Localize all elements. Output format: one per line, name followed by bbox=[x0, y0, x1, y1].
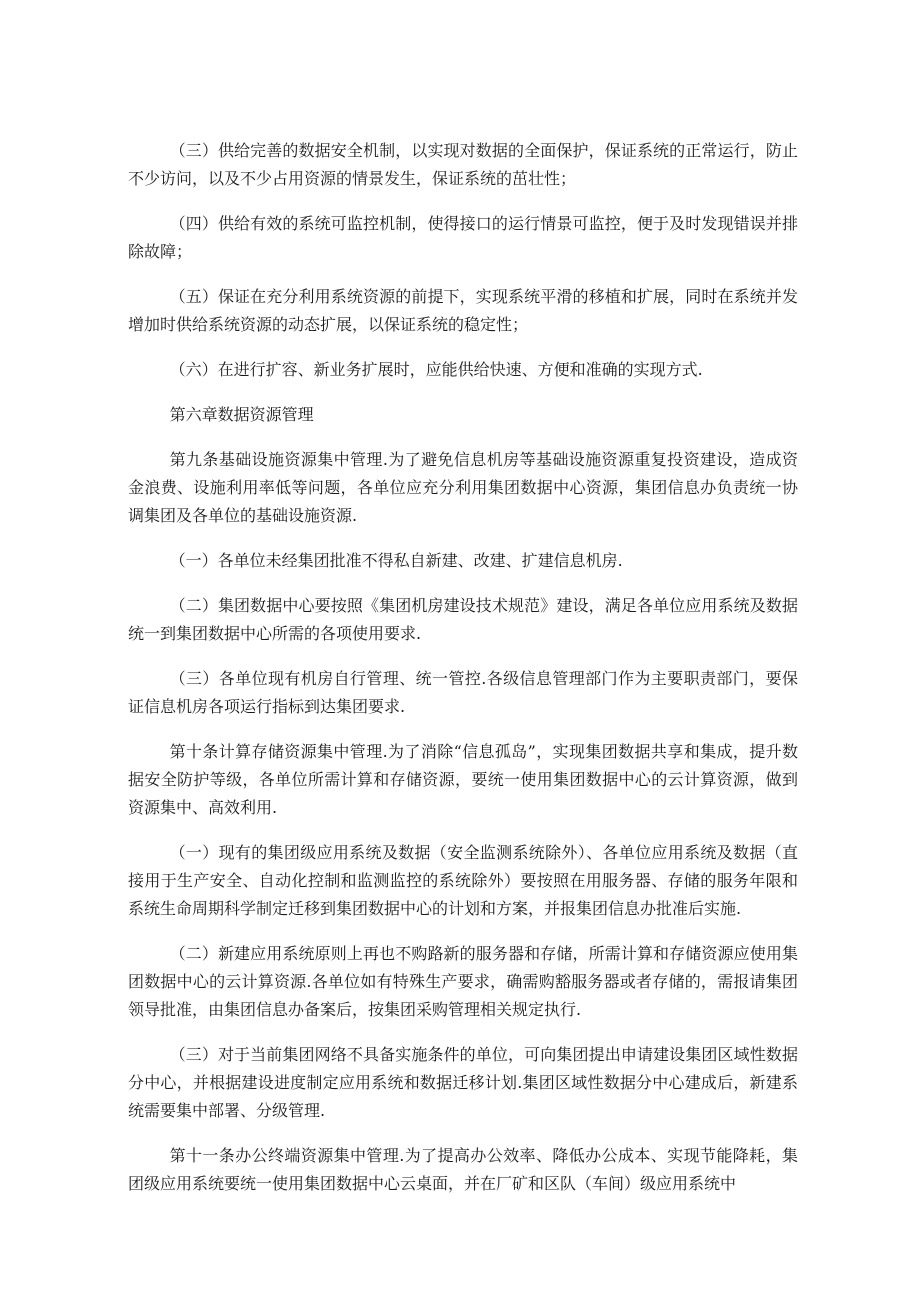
article-11: 第十一条办公终端资源集中管理.为了提高办公效率、降低办公成本、实现节能降耗，集团级应用系统要统一使用集团数据中心云桌面，并在厂矿和区队（车间）级应用系统中 bbox=[128, 1146, 798, 1193]
document-body bbox=[128, 137, 798, 1215]
article-10-item-1: （一）现有的集团级应用系统及数据（安全监测系统除外）、各单位应用系统及数据（直接用于生产安全、自动化控制和监测监控的系统除外）要按照在用服务器、存储的服务年限和系统生命周期科学制定迁移到集团数据中心的计划和方案，并报集团信息办批准后实施. bbox=[128, 843, 798, 918]
article-9: 第九条基础设施资源集中管理.为了避免信息机房等基础设施资源重复投资建设，造成资金浪费、设施利用率低等问题，各单位应充分利用集团数据中心资源，集团信息办负责统一协调集团及各单位的基础设施资源. bbox=[128, 450, 798, 525]
paragraph-item-5: （五）保证在充分利用系统资源的前提下，实现系统平滑的移植和扩展，同时在系统并发增加时供给系统资源的动态扩展，以保证系统的稳定性； bbox=[128, 287, 798, 334]
chapter-heading: 第六章数据资源管理 bbox=[169, 405, 314, 424]
paragraph-item-4: （四）供给有效的系统可监控机制，使得接口的运行情景可监控，便于及时发现错误并排除故障； bbox=[128, 214, 798, 261]
article-9-item-2: （二）集团数据中心要按照《集团机房建设技术规范》建设，满足各单位应用系统及数据统一到集团数据中心所需的各项使用要求. bbox=[128, 596, 798, 643]
article-9-item-3: （三）各单位现有机房自行管理、统一管控.各级信息管理部门作为主要职责部门，要保证信息机房各项运行指标到达集团要求. bbox=[128, 669, 798, 716]
article-10-item-2: （二）新建应用系统原则上再也不购路新的服务器和存储，所需计算和存储资源应使用集团数据中心的云计算资源.各单位如有特殊生产要求，确需购豁服务器或者存储的，需报请集团领导批准，由集团信息办备案后，按集团采购管理相关规定执行. bbox=[128, 944, 798, 1019]
article-9-item-1: （一）各单位未经集团批准不得私自新建、改建、扩建信息机房. bbox=[169, 551, 623, 570]
paragraph-item-3: （三）供给完善的数据安全机制，以实现对数据的全面保护，保证系统的正常运行，防止不少访问，以及不少占用资源的情景发生，保证系统的茁壮性； bbox=[128, 141, 798, 188]
paragraph-item-6: （六）在进行扩容、新业务扩展时，应能供给快速、方便和准确的实现方式. bbox=[169, 360, 703, 379]
article-10: 第十条计算存储资源集中管理.为了消除“信息孤岛”，实现集团数据共享和集成，提升数据安全防护等级，各单位所需计算和存储资源，要统一使用集团数据中心的云计算资源，做到资源集中、高效利用. bbox=[128, 742, 798, 817]
article-10-item-3: （三）对于当前集团网络不具备实施条件的单位，可向集团提出申请建设集团区域性数据分中心，并根据建设进度制定应用系统和数据迁移计划.集团区域性数据分中心建成后，新建系统需要集中部署、分级管理. bbox=[128, 1045, 798, 1120]
